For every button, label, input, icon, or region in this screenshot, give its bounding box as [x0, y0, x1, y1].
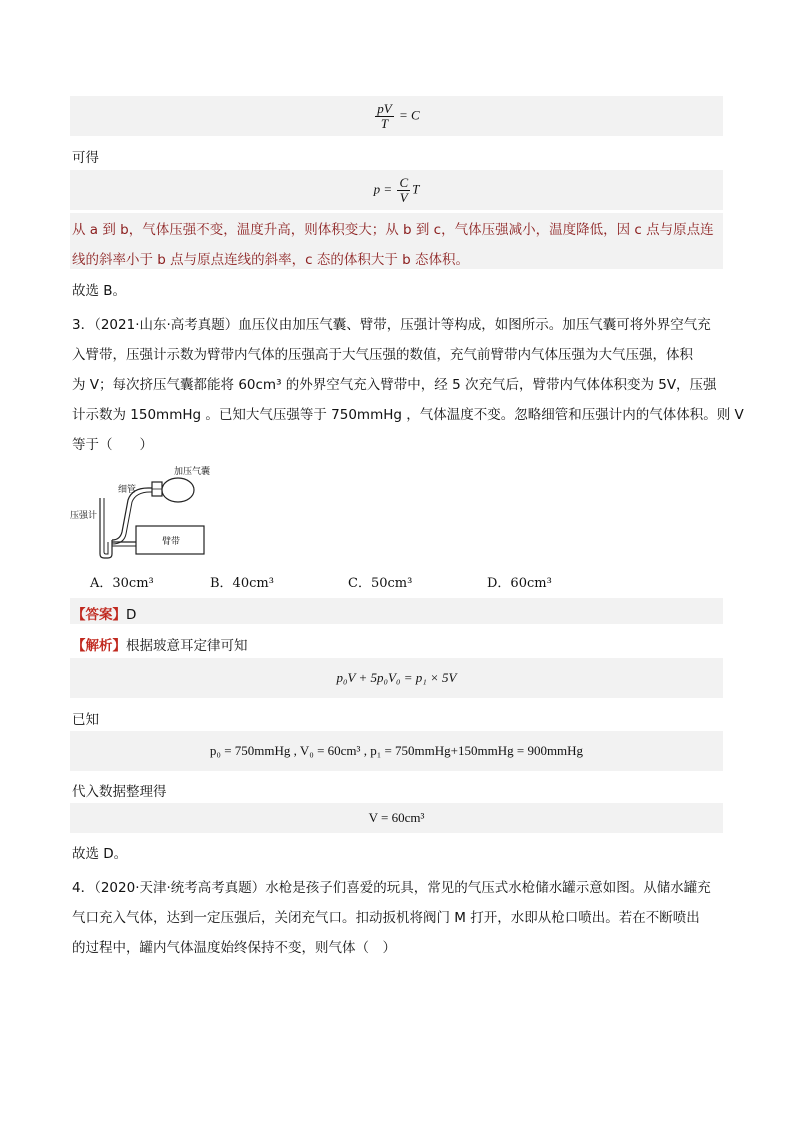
- q3-line-5: 等于（ ）: [72, 437, 153, 453]
- formula-band-boyle: [70, 658, 723, 698]
- choose-b-text: 故选 B。: [72, 283, 127, 299]
- q3-line-4: 计示数为 150mmHg 。已知大气压强等于 750mmHg ，气体温度不变。忽略细管和压强计内的气体体积。则 V: [72, 407, 744, 423]
- explanation-line-2: 线的斜率小于 b 点与原点连线的斜率，c 态的体积大于 b 态体积。: [72, 252, 470, 268]
- formula-band-known: [70, 731, 723, 771]
- dairu-text: 代入数据整理得: [72, 784, 167, 800]
- label-tube: 细管: [118, 485, 137, 495]
- formula-ideal-gas: $\frac{pV}{T}$ = C: [377, 100, 420, 131]
- formula-band-result: [70, 803, 723, 833]
- option-c: C．50cm³: [348, 576, 413, 591]
- yi-zhi-text: 已知: [72, 712, 99, 728]
- formula-band-pressure: [70, 170, 723, 210]
- blood-pressure-figure: [70, 458, 220, 562]
- label-gauge: 压强计: [70, 511, 98, 521]
- answer-band: [70, 598, 723, 624]
- answer-row: [72, 603, 136, 623]
- bag-shape: [162, 478, 194, 502]
- formula-boyle: p₀V + 5p₀V₀ = p₁ × 5V: [336, 670, 457, 685]
- formula-known: p₀ = 750mmHg , V₀ = 60cm³ , p₁ = 750mmHg+150mmHg = 900mmHg: [209, 743, 584, 758]
- gauge-tube-shape: [100, 498, 112, 558]
- q4-line-2: 气口充入气体，达到一定压强后，关闭充气口。扣动扳机将阀门 M 打开，水即从枪口喷出。若在不断喷出: [72, 910, 700, 926]
- option-d: D．60cm³: [487, 576, 552, 591]
- formula-result: V = 60cm³: [368, 810, 425, 825]
- answer-value: D: [126, 607, 137, 623]
- q3-line-3: 为 V；每次挤压气囊都能将 60cm³ 的外界空气充入臂带中，经 5 次充气后，臂带内气体体积变为 5V，压强: [72, 377, 717, 393]
- ke-de-text: 可得: [72, 150, 99, 166]
- choose-d-text: 故选 D。: [72, 846, 128, 862]
- formula-pressure: p = $\frac{C}{V}$ T: [373, 174, 420, 205]
- q4-line-3: 的过程中，罐内气体温度始终保持不变，则气体（ ）: [72, 940, 396, 956]
- formula-band-ideal-gas: [70, 96, 723, 136]
- option-a: A．30cm³: [90, 576, 154, 591]
- option-b: B．40cm³: [210, 576, 274, 591]
- label-cuff: 臂带: [162, 537, 181, 547]
- answer-tag: 【答案】: [72, 607, 126, 623]
- q4-line-1: 4．（2020·天津·统考高考真题）水枪是孩子们喜爱的玩具，常见的气压式水枪储水罐示意如图。从储水罐充: [72, 880, 711, 896]
- analysis-tag: 【解析】: [72, 638, 126, 654]
- label-bag: 加压气囊: [174, 467, 211, 477]
- analysis-text: 根据玻意耳定律可知: [126, 638, 248, 654]
- analysis-row: [72, 634, 248, 654]
- q3-line-2: 入臂带，压强计示数为臂带内气体的压强高于大气压强的数值，充气前臂带内气体压强为大气压强，体积: [72, 347, 693, 363]
- gauge-inner-shape: [104, 498, 108, 554]
- explanation-line-1: 从 a 到 b，气体压强不变，温度升高，则体积变大；从 b 到 c，气体压强减小，温度降低，因 c 点与原点连: [72, 222, 714, 238]
- q3-line-1: 3．（2021·山东·高考真题）血压仪由加压气囊、臂带，压强计等构成，如图所示。加压气囊可将外界空气充: [72, 317, 711, 333]
